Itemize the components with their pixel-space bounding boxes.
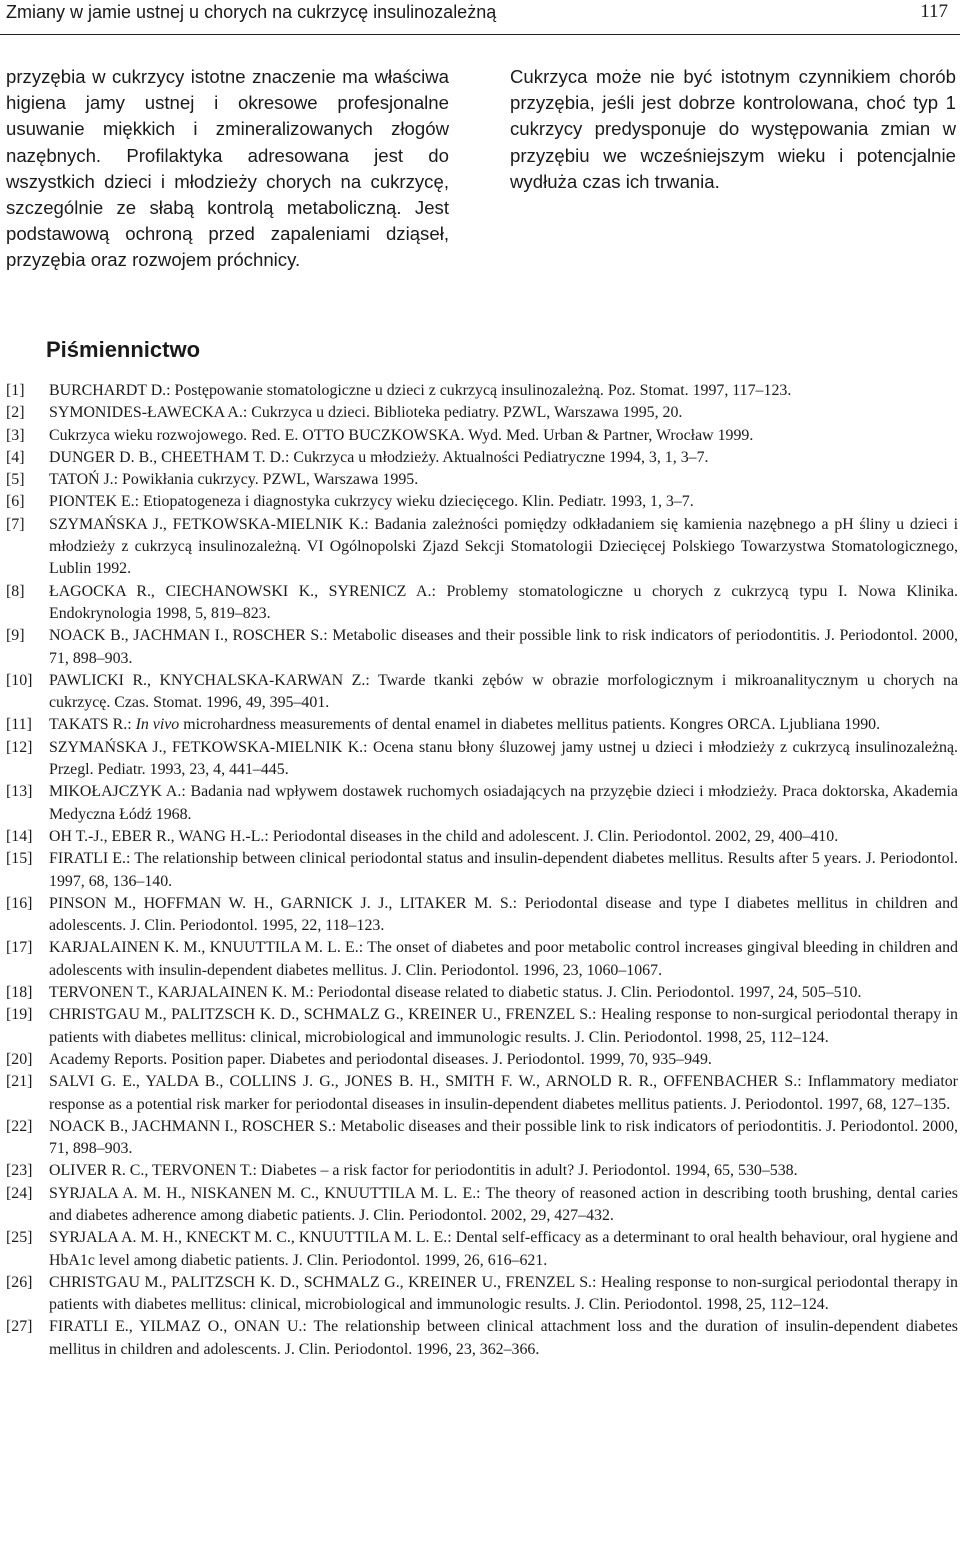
reference-item: [6, 581, 958, 626]
reference-text: : Healing response to non-surgical periodontal therapy in patients with diabetes mellitus: clinical, microbiological and immunologic results. J. Clin. Periodontol. 1998, 25, 112–124.: [49, 1006, 958, 1046]
reference-number: [2]: [6, 404, 25, 422]
references-heading: Piśmiennictwo: [46, 337, 201, 362]
reference-authors: SALVI G. E., YALDA B., COLLINS J. G., JONES B. H., SMITH F. W., ARNOLD R. R., OFFENBACHER S.: [49, 1073, 798, 1091]
reference-item: [6, 893, 958, 938]
reference-authors: CHRISTGAU M., PALITZSCH K. D., SCHMALZ G., KREINER U., FRENZEL S.: [49, 1273, 593, 1291]
reference-text: : Metabolic diseases and their possible link to risk indicators of periodontitis. J. Periodontol. 2000, 71, 898–903.: [49, 1117, 958, 1158]
running-title: Zmiany w jamie ustnej u chorych na cukrzycę insulinozależną: [6, 2, 497, 22]
reference-text: : Twarde tkanki zębów w obrazie morfologicznym i mikroanalitycznym u chorych na cukrzycę. Czas. Stomat. 1996, 49, 395–401.: [49, 671, 958, 712]
reference-item: [6, 737, 958, 782]
reference-text-prefix: Cukrzyca wieku rozwojowego. Red. E.: [49, 426, 303, 444]
reference-italic-text: In vivo: [135, 716, 180, 734]
reference-text-suffix: microhardness measurements of dental enamel in diabetes mellitus patients. Kongres ORCA. Ljubliana 1990.: [179, 716, 881, 734]
reference-authors: OH T.-J., EBER R., WANG H.-L.: [49, 827, 265, 845]
reference-authors: DUNGER D. B., CHEETHAM T. D.: [49, 448, 285, 466]
reference-authors: OTTO BUCZKOWSKA: [302, 426, 461, 444]
reference-item: [6, 380, 958, 402]
reference-number: [14]: [6, 827, 33, 845]
reference-item: [6, 1071, 958, 1116]
reference-number: [13]: [6, 783, 33, 801]
reference-authors: OLIVER R. C., TERVONEN T.: [49, 1162, 253, 1180]
reference-authors: SYMONIDES-ŁAWECKA A.: [49, 404, 243, 422]
reference-item: [6, 425, 958, 447]
reference-number: [25]: [6, 1229, 33, 1247]
page-number: 117: [920, 1, 948, 22]
reference-authors: FIRATLI E.: [49, 850, 126, 868]
reference-number: [4]: [6, 448, 25, 466]
reference-number: [17]: [6, 939, 33, 957]
reference-item: [6, 1227, 958, 1272]
running-head: [6, 0, 954, 26]
reference-authors: KARJALAINEN K. M., KNUUTTILA M. L. E.: [49, 939, 359, 957]
reference-text: :: [127, 716, 136, 734]
reference-number: [18]: [6, 984, 33, 1002]
reference-item: [6, 826, 958, 848]
reference-authors: PAWLICKI R., KNYCHALSKA-KARWAN Z.: [49, 671, 366, 689]
reference-authors: TERVONEN T., KARJALAINEN K. M.: [49, 984, 310, 1002]
reference-text: . Wyd. Med. Urban & Partner, Wrocław 1999.: [460, 426, 754, 444]
reference-text: : Cukrzyca u dzieci. Biblioteka pediatry. PZWL, Warszawa 1995, 20.: [242, 404, 683, 422]
reference-text: : Periodontal disease related to diabetic status. J. Clin. Periodontol. 1997, 24, 505–510.: [309, 984, 862, 1002]
reference-text: : The relationship between clinical attachment loss and the duration of insulin-dependent diabetes mellitus in children and adolescents. J. Clin. Periodontol. 1996, 23, 362–366.: [49, 1318, 958, 1358]
reference-number: [6]: [6, 493, 25, 511]
reference-text: : Periodontal disease and type I diabetes mellitus in children and adolescents. J. Clin. Periodontol. 1995, 22, 118–123.: [49, 894, 958, 935]
reference-authors: MIKOŁAJCZYK A.: [49, 783, 182, 801]
reference-item: [6, 982, 958, 1004]
reference-text: : Periodontal diseases in the child and adolescent. J. Clin. Periodontol. 2002, 29, 400–410.: [264, 827, 839, 845]
reference-item: [6, 1049, 958, 1071]
reference-item: [6, 491, 958, 513]
reference-authors: ŁAGOCKA R., CIECHANOWSKI K., SYRENICZ A.: [49, 582, 432, 600]
reference-text: : Badania nad wpływem dostawek ruchomych osiadających na przyzębie dzieci i młodzieży. Praca doktorska, Akademia Medyczna Łódź 1968.: [49, 783, 958, 823]
reference-number: [1]: [6, 382, 25, 399]
reference-text: : Powikłania cukrzycy. PZWL, Warszawa 1995.: [113, 471, 419, 489]
reference-authors: PINSON M., HOFFMAN W. H., GARNICK J. J., LITAKER M. S.: [49, 894, 513, 912]
reference-authors: BURCHARDT D.: [49, 382, 167, 399]
reference-item: [6, 514, 958, 581]
reference-number: [12]: [6, 738, 33, 756]
reference-number: [11]: [6, 716, 32, 734]
header-rule: [0, 34, 960, 35]
reference-text: : Etiopatogeneza i diagnostyka cukrzycy wieku dziecięcego. Klin. Pediatr. 1993, 1, 3–7.: [134, 493, 694, 511]
reference-item: [6, 781, 958, 826]
reference-authors: SZYMAŃSKA J., FETKOWSKA-MIELNIK K.: [49, 738, 364, 756]
reference-item: [6, 625, 958, 670]
reference-text: : Postępowanie stomatologiczne u dzieci z cukrzycą insulinozależną. Poz. Stomat. 1997, 117–123.: [166, 382, 792, 399]
reference-text: : The onset of diabetes and poor metabolic control increases gingival bleeding in children and adolescents with insulin-dependent diabetes mellitus. J. Clin. Periodontol. 1996, 23, 1060–1067.: [49, 939, 958, 979]
reference-authors: NOACK B., JACHMANN I., ROSCHER S.: [49, 1117, 332, 1135]
reference-authors: SYRJALA A. M. H., NISKANEN M. C., KNUUTTILA M. L. E.: [49, 1184, 477, 1202]
reference-number: [23]: [6, 1162, 33, 1180]
reference-number: [19]: [6, 1006, 33, 1024]
reference-text: : The theory of reasoned action in describing tooth brushing, dental caries and diabetes adherence among diabetic patients. J. Clin. Periodontol. 2002, 29, 427–432.: [49, 1184, 958, 1224]
reference-authors: TATOŃ J.: [49, 471, 114, 489]
reference-number: [5]: [6, 471, 25, 489]
reference-text: : The relationship between clinical periodontal status and insulin-dependent diabetes mellitus. Results after 5 years. J. Periodontol. 1997, 68, 136–140.: [49, 850, 958, 890]
reference-item: [6, 1160, 958, 1182]
reference-item: [6, 1116, 958, 1161]
reference-authors: SYRJALA A. M. H., KNECKT M. C., KNUUTTILA M. L. E.: [49, 1229, 448, 1247]
reference-number: [22]: [6, 1117, 33, 1135]
reference-number: [8]: [6, 582, 25, 600]
reference-number: [9]: [6, 627, 25, 645]
reference-item: [6, 1316, 958, 1361]
body-text-right-column: Cukrzyca może nie być istotnym czynnikiem chorób przyzębia, jeśli jest dobrze kontrolowana, choć typ 1 cukrzycy predysponuje do występowania zmian w przyzębiu we wcześniejszym wieku i potencjalnie wydłuża czas ich trwania.: [510, 66, 956, 192]
reference-number: [20]: [6, 1050, 33, 1068]
reference-authors: PIONTEK E.: [49, 493, 135, 511]
reference-item: [6, 670, 958, 715]
reference-number: [7]: [6, 515, 25, 533]
reference-authors: NOACK B., JACHMAN I., ROSCHER S.: [49, 627, 324, 645]
reference-authors: TAKATS R.: [49, 716, 128, 734]
reference-item: [6, 714, 958, 736]
reference-number: [27]: [6, 1318, 33, 1336]
reference-authors: CHRISTGAU M., PALITZSCH K. D., SCHMALZ G., KREINER U., FRENZEL S.: [49, 1006, 593, 1024]
reference-number: [16]: [6, 894, 33, 912]
reference-item: [6, 1183, 958, 1228]
reference-text: : Problemy stomatologiczne u chorych z cukrzycą typu I. Nowa Klinika. Endokrynologia 1998, 5, 819–823.: [49, 582, 958, 622]
reference-text: : Cukrzyca u młodzieży. Aktualności Pediatryczne 1994, 3, 1, 3–7.: [285, 448, 709, 466]
reference-number: [3]: [6, 426, 25, 444]
reference-number: [10]: [6, 671, 33, 689]
reference-number: [26]: [6, 1273, 33, 1291]
reference-item: [6, 1004, 958, 1049]
reference-text: : Inflammatory mediator response as a potential risk marker for periodontal diseases in insulin-dependent diabetes mellitus patients. J. Periodontol. 1997, 68, 127–135.: [49, 1073, 958, 1113]
reference-text: : Dental self-efficacy as a determinant to oral health behaviour, oral hygiene and HbA1c level among diabetic patients. J. Clin. Periodontol. 1999, 26, 616–621.: [49, 1229, 959, 1269]
reference-text: : Ocena stanu błony śluzowej jamy ustnej u dzieci i młodzieży z cukrzycą insulinozależną. Przegl. Pediatr. 1993, 23, 4, 441–445.: [49, 738, 958, 779]
reference-item: [6, 402, 958, 424]
reference-text: : Healing response to non-surgical periodontal therapy in patients with diabetes mellitus: clinical, microbiological and immunologic results. J. Clin. Periodontol. 1998, 25, 112–124.: [49, 1273, 958, 1314]
reference-number: [15]: [6, 850, 33, 868]
reference-item: [6, 848, 958, 893]
reference-text: : Metabolic diseases and their possible link to risk indicators of periodontitis. J. Periodontol. 2000, 71, 898–903.: [49, 627, 958, 667]
body-text-left-column: przyzębia w cukrzycy istotne znaczenie ma właściwa higiena jamy ustnej i okresowe profesjonalne usuwanie miękkich i zmineralizowanych złogów nazębnych. Profilaktyka adresowana jest do wszystkich dzieci i młodzieży chorych na cukrzycę, szczególnie ze słabą kontrolą metaboliczną. Jest podstawową ochroną przed zapaleniami dziąseł, przyzębia oraz rozwojem próchnicy.: [6, 66, 449, 271]
reference-item: [6, 469, 958, 491]
reference-item: [6, 937, 958, 982]
reference-text: Academy Reports. Position paper. Diabetes and periodontal diseases. J. Periodontol. 1999, 70, 935–949.: [49, 1050, 712, 1068]
references-list: [6, 380, 958, 1361]
reference-authors: FIRATLI E., YILMAZ O., ONAN U.: [49, 1318, 303, 1336]
reference-number: [21]: [6, 1073, 33, 1091]
reference-text: : Badania zależności pomiędzy odkładaniem się kamienia nazębnego a pH śliny u dzieci i młodzieży z cukrzycą insulinozależną. VI Ogólnopolski Zjazd Sekcji Stomatologii Dziecięcej Polskiego Towarzystwa Stomatologicznego, Lublin 1992.: [49, 515, 958, 578]
reference-item: [6, 1272, 958, 1317]
reference-authors: SZYMAŃSKA J., FETKOWSKA-MIELNIK K.: [49, 515, 365, 533]
reference-number: [24]: [6, 1184, 33, 1202]
reference-item: [6, 447, 958, 469]
reference-text: : Diabetes – a risk factor for periodontitis in adult? J. Periodontol. 1994, 65, 530–538.: [252, 1162, 798, 1180]
